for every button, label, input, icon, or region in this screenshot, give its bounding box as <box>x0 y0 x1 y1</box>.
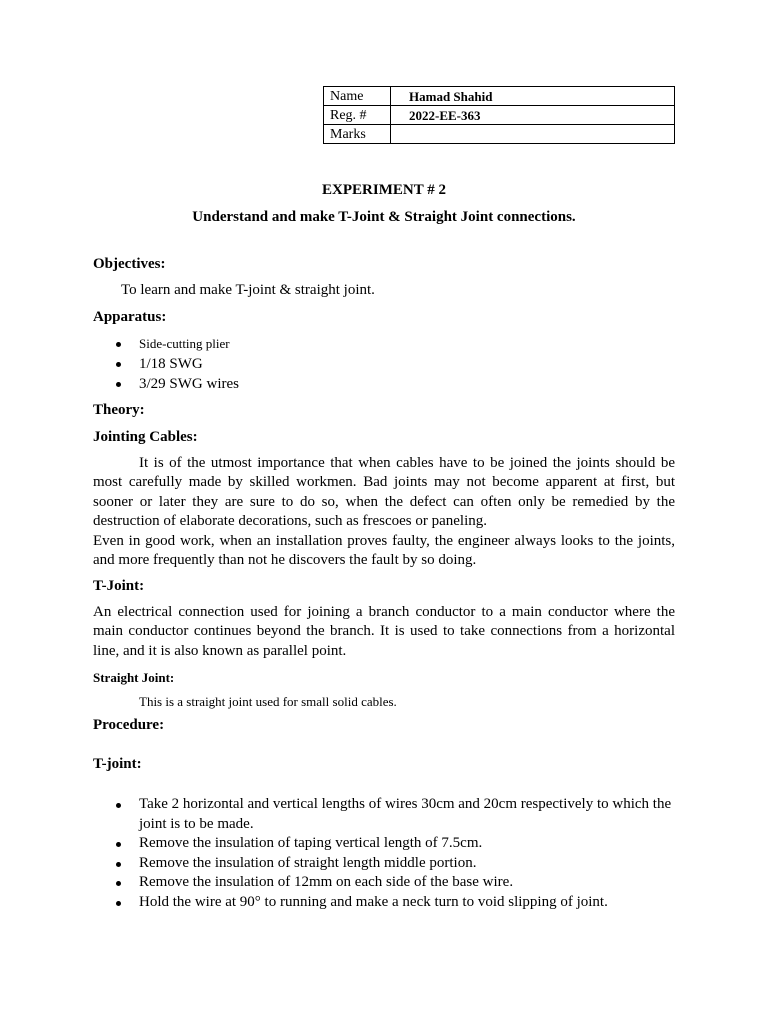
table-row <box>324 106 675 125</box>
name-value: Hamad Shahid <box>391 87 675 106</box>
straight-joint-heading: Straight Joint: <box>93 670 175 685</box>
t-joint-paragraph: An electrical connection used for joining a branch conductor to a main conductor where the main conductor continues beyond the branch. It is used to take connections from a horizontal line, and it is also known as parallel point. <box>93 604 675 659</box>
list-item: Hold the wire at 90° to running and make a neck turn to void slipping of joint. <box>93 893 675 913</box>
straight-joint-text: This is a straight joint used for small solid cables. <box>139 694 397 709</box>
list-item: Side-cutting plier <box>93 334 239 354</box>
list-item: 1/18 SWG <box>93 354 239 374</box>
apparatus-list <box>93 334 239 394</box>
table-row <box>324 125 675 144</box>
reg-label: Reg. # <box>324 106 391 125</box>
t-joint-body <box>93 603 675 661</box>
jointing-cables-heading: Jointing Cables: <box>93 429 198 445</box>
list-item: Remove the insulation of straight length middle portion. <box>93 854 675 874</box>
list-item: Remove the insulation of 12mm on each side of the base wire. <box>93 873 675 893</box>
objectives-heading: Objectives: <box>93 256 166 272</box>
theory-heading: Theory: <box>93 402 145 418</box>
theory-paragraph-1: It is of the utmost importance that when cables have to be joined the joints should be most carefully made by skilled workmen. Bad joints may not become apparent at first, but sooner or later they are sure to do so, when the defect can often only be remedied by the destruction of elaborate decorations, such as frescoes or paneling. <box>93 455 675 530</box>
objectives-text: To learn and make T-joint & straight joint. <box>121 282 375 298</box>
reg-value: 2022-EE-363 <box>391 106 675 125</box>
procedure-t-joint-heading: T-joint: <box>93 756 142 772</box>
marks-value <box>391 125 675 144</box>
name-label: Name <box>324 87 391 106</box>
experiment-number: EXPERIMENT # 2 <box>322 182 446 198</box>
apparatus-heading: Apparatus: <box>93 309 167 325</box>
table-row <box>324 87 675 106</box>
theory-body <box>93 454 675 570</box>
list-item: 3/29 SWG wires <box>93 374 239 394</box>
list-item: Remove the insulation of taping vertical length of 7.5cm. <box>93 834 675 854</box>
list-item: Take 2 horizontal and vertical lengths of wires 30cm and 20cm respectively to which the joint is to be made. <box>93 795 675 834</box>
experiment-title: Understand and make T-Joint & Straight Joint connections. <box>192 209 576 225</box>
procedure-steps-list <box>93 795 675 913</box>
procedure-heading: Procedure: <box>93 717 165 733</box>
theory-paragraph-2: Even in good work, when an installation proves faulty, the engineer always looks to the joints, and more frequently than not he discovers the fault by so doing. <box>93 532 675 569</box>
marks-label: Marks <box>324 125 391 144</box>
student-info-table <box>323 86 675 144</box>
t-joint-heading: T-Joint: <box>93 578 145 594</box>
